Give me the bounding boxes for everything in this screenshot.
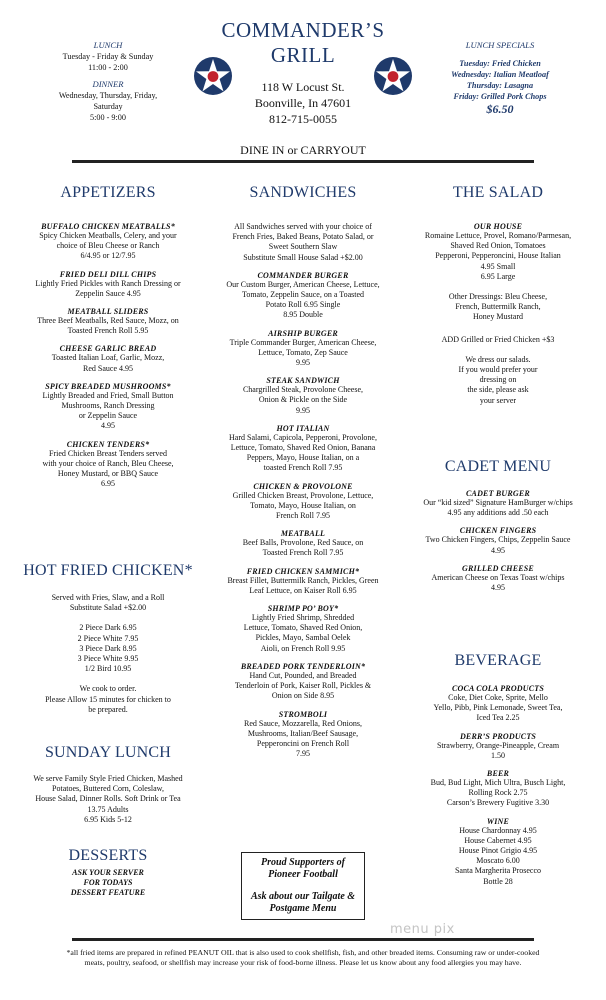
list-item [204, 482, 402, 522]
item-desc: Fried Chicken Breast Tenders served with your choice of Ranch, Bleu Cheese, Honey Mustard, or BBQ Sauce 6.95 [42, 448, 174, 489]
beverage-section [398, 652, 598, 887]
list-item [14, 344, 202, 373]
item-name: STEAK SANDWICH [266, 376, 340, 386]
item-desc: Chargrilled Steak, Provolone Cheese, Onion & Pickle on the Side 9.95 [242, 385, 364, 415]
appetizers-section [14, 184, 202, 489]
lunch-hours: 11:00 - 2:00 [88, 63, 128, 72]
item-name: MEATBALL [280, 529, 326, 539]
list-item [14, 440, 202, 490]
sunday-lunch-title: SUNDAY LUNCH [44, 744, 172, 761]
hot-fried-chicken-intro: Served with Fries, Slaw, and a Roll Substitute Salad +$2.00 [51, 593, 165, 613]
specials-list: Tuesday: Fried Chicken Wednesday: Italian Meatloaf Thursday: Lasagna Friday: Grilled Pork Chops [451, 59, 549, 101]
sandwiches-section [204, 184, 402, 759]
list-item [14, 382, 202, 432]
lunch-label: LUNCH [93, 40, 123, 50]
item-desc: House Chardonnay 4.95 House Cabernet 4.95 House Pinot Grigio 4.95 Moscato 6.00 Santa Margherita Prosecco Bottle 28 [454, 825, 542, 886]
list-item [204, 604, 402, 654]
item-desc: Red Sauce, Mozzarella, Red Onions, Mushrooms, Italian/Beef Sausage, Pepperoncini on French Roll 7.95 [244, 718, 362, 759]
dinner-hours: 5:00 - 9:00 [90, 113, 126, 122]
desserts-title: DESSERTS [68, 847, 148, 864]
specials-label: LUNCH SPECIALS [465, 40, 535, 50]
salad-title: THE SALAD [452, 184, 544, 201]
header-divider [72, 160, 534, 163]
item-desc: Triple Commander Burger, American Cheese, Lettuce, Tomato, Zep Sauce 9.95 [229, 337, 377, 368]
item-name: DERR’S PRODUCTS [459, 731, 537, 741]
item-name: CHICKEN FINGERS [459, 526, 537, 536]
list-item [14, 222, 202, 262]
hot-fried-chicken-note: We cook to order. Please Allow 15 minutes for chicken to be prepared. [45, 684, 171, 714]
item-name: SHRIMP PO’ BOY* [267, 604, 339, 614]
list-item [14, 307, 202, 336]
list-item [204, 710, 402, 760]
hot-fried-chicken-section [14, 562, 202, 715]
item-desc: Beef Balls, Provolone, Red Sauce, on Toasted French Roll 7.95 [242, 538, 364, 558]
appetizers-title: APPETIZERS [60, 184, 156, 201]
promo-line2: Ask about our Tailgate & Postgame Menu [250, 891, 356, 914]
dinner-label: DINNER [92, 79, 124, 89]
star-roundel-icon [373, 56, 413, 96]
item-desc: Our “kid sized” Signature HamBurger w/chips 4.95 any additions add .50 each [423, 498, 573, 518]
sandwiches-intro: All Sandwiches served with your choice of French Fries, Baked Beans, Potato Salad, or Sweet Southern Slaw Substitute Small House Salad +$2.00 [232, 222, 374, 262]
item-desc: Lightly Fried Pickles with Ranch Dressing or Zeppelin Sauce 4.95 [35, 278, 181, 298]
lunch-days: Tuesday - Friday & Sunday [62, 52, 154, 61]
item-name: FRIED DELI DILL CHIPS [59, 269, 157, 279]
list-item [204, 376, 402, 416]
item-desc: Strawberry, Orange-Pineapple, Cream 1.50 [436, 740, 560, 760]
list-item [398, 684, 598, 724]
item-name: AIRSHIP BURGER [268, 328, 338, 338]
service-type: DINE IN or CARRYOUT [240, 143, 366, 157]
cadet-menu-section [398, 458, 598, 593]
item-desc: Hand Cut, Pounded, and Breaded Tenderloin of Pork, Kaiser Roll, Pickles & Onion on Side 8.95 [234, 670, 372, 701]
item-desc: Two Chicken Fingers, Chips, Zeppelin Sauce 4.95 [425, 535, 571, 555]
item-name: CADET BURGER [466, 489, 530, 498]
salad-note: We dress our salads. If you would prefer your dressing on the side, please ask your server [458, 354, 538, 405]
item-name: SPICY BREADED MUSHROOMS* [45, 381, 171, 391]
beverage-title: BEVERAGE [454, 652, 542, 669]
list-item [398, 564, 598, 593]
item-desc: Grilled Chicken Breast, Provolone, Lettuce, Tomato, Mayo, House Italian, on French Roll 7.95 [232, 490, 374, 521]
salad-section [398, 184, 598, 406]
hot-fried-chicken-prices: 2 Piece Dark 6.95 2 Piece White 7.95 3 Piece Dark 8.95 3 Piece White 9.95 1/2 Bird 10.95 [77, 623, 139, 674]
list-item [204, 567, 402, 596]
promo-line1: Proud Supporters of Pioneer Football [261, 857, 345, 880]
item-desc: Lightly Fried Shrimp, Shredded Lettuce, Tomato, Shaved Red Onion, Pickles, Mayo, Sambal Oelek Aioli, on French Roll 9.95 [243, 613, 363, 653]
desserts-desc: ASK YOUR SERVER FOR TODAYS DESSERT FEATURE [70, 868, 146, 898]
salad-name: OUR HOUSE [473, 222, 523, 231]
item-name: CHICKEN & PROVOLONE [253, 481, 353, 491]
item-name: BUFFALO CHICKEN MEATBALLS* [41, 222, 175, 231]
restaurant-title: COMMANDER’S GRILL [221, 18, 385, 67]
dinner-days: Wednesday, Thursday, Friday, Saturday [58, 91, 158, 111]
star-roundel-icon [193, 56, 233, 96]
item-desc: Our Custom Burger, American Cheese, Lettuce, Tomato, Zeppelin Sauce, on a Toasted Potato Roll 6.95 Single 8.95 Double [226, 279, 380, 320]
item-name: GRILLED CHEESE [462, 563, 534, 573]
sunday-lunch-desc: We serve Family Style Fried Chicken, Mashed Potatoes, Buttered Corn, Coleslaw, House Salad, Dinner Rolls. Soft Drink or Tea 13.75 Adults 6.95 Kids 5-12 [33, 774, 183, 824]
watermark: menu pix [390, 922, 455, 937]
list-item [204, 329, 402, 369]
item-desc: Three Beef Meatballs, Red Sauce, Mozz, on Toasted French Roll 5.95 [37, 316, 179, 336]
list-item [204, 424, 402, 474]
item-name: COMMANDER BURGER [257, 270, 349, 280]
list-item [14, 270, 202, 299]
item-desc: Toasted Italian Loaf, Garlic, Mozz, Red Sauce 4.95 [51, 353, 165, 373]
item-name: COCA COLA PRODUCTS [451, 684, 545, 693]
item-name: CHEESE GARLIC BREAD [59, 344, 157, 354]
hours-block [14, 40, 202, 123]
lunch-specials-block [420, 40, 580, 116]
address-line1: 118 W Locust St. [261, 80, 345, 94]
salad-dressings: Other Dressings: Bleu Cheese, French, Buttermilk Ranch, Honey Mustard [448, 292, 548, 322]
item-name: BEER [486, 769, 510, 779]
item-name: HOT ITALIAN [276, 423, 330, 433]
list-item [398, 526, 598, 555]
football-promo-box [241, 852, 365, 920]
hot-fried-chicken-title: HOT FRIED CHICKEN* [23, 562, 193, 579]
item-desc: Spicy Chicken Meatballs, Celery, and your choice of Bleu Cheese or Ranch 6/4.95 or 12/7.95 [39, 231, 177, 261]
desserts-section [14, 847, 202, 899]
salad-desc: Romaine Lettuce, Provel, Romano/Parmesan, Shaved Red Onion, Tomatoes Pepperoni, Pepperoncini, House Italian 4.95 Small 6.95 Large [424, 231, 572, 281]
list-item [398, 732, 598, 761]
sandwiches-title: SANDWICHES [249, 184, 357, 201]
phone-number: 812-715-0055 [269, 112, 337, 126]
specials-price: $6.50 [486, 102, 514, 116]
item-name: MEATBALL SLIDERS [67, 307, 149, 317]
address-line2: Boonville, In 47601 [254, 96, 352, 110]
item-desc: Lightly Breaded and Fried, Small Button Mushrooms, Ranch Dressing or Zeppelin Sauce 4.95 [42, 390, 174, 431]
salad-addon: ADD Grilled or Fried Chicken +$3 [441, 334, 555, 344]
footer-divider [72, 938, 534, 941]
list-item [204, 271, 402, 321]
list-item [204, 662, 402, 702]
item-desc: American Cheese on Texas Toast w/chips 4.95 [431, 572, 565, 593]
item-name: STROMBOLI [278, 709, 328, 719]
footer-disclaimer: *all fried items are prepared in refined PEANUT OIL that is also used to cook shellfish, fish, and other breaded items. Consuming raw or under-cooked meats, poultry, seafood, or shellfish may increase your risk of food-borne illness. Please let us know about any food allergies you may have. [66, 948, 540, 968]
item-desc: Coke, Diet Coke, Sprite, Mello Yello, Pibb, Pink Lemonade, Sweet Tea, Iced Tea 2.25 [433, 693, 563, 723]
item-name: WINE [486, 816, 510, 826]
item-desc: Hard Salami, Capicola, Pepperoni, Provolone, Lettuce, Tomato, Shaved Red Onion, Banana Peppers, Mayo, House Italian, on a toasted French Roll 7.95 [229, 432, 377, 473]
sunday-lunch-section [8, 744, 208, 825]
list-item [398, 489, 598, 518]
item-name: BREADED PORK TENDERLOIN* [240, 661, 366, 671]
cadet-menu-title: CADET MENU [444, 458, 552, 475]
item-desc: Breast Fillet, Buttermilk Ranch, Pickles, Green Leaf Lettuce, on Kaiser Roll 6.95 [227, 575, 379, 595]
list-item [398, 769, 598, 809]
item-name: FRIED CHICKEN SAMMICH* [246, 566, 360, 576]
list-item [398, 817, 598, 887]
item-name: CHICKEN TENDERS* [66, 439, 150, 449]
list-item [204, 529, 402, 558]
item-desc: Bud, Bud Light, Mich Ultra, Busch Light, Rolling Rock 2.75 Carson’s Brewery Fugitive 3.30 [430, 778, 566, 808]
